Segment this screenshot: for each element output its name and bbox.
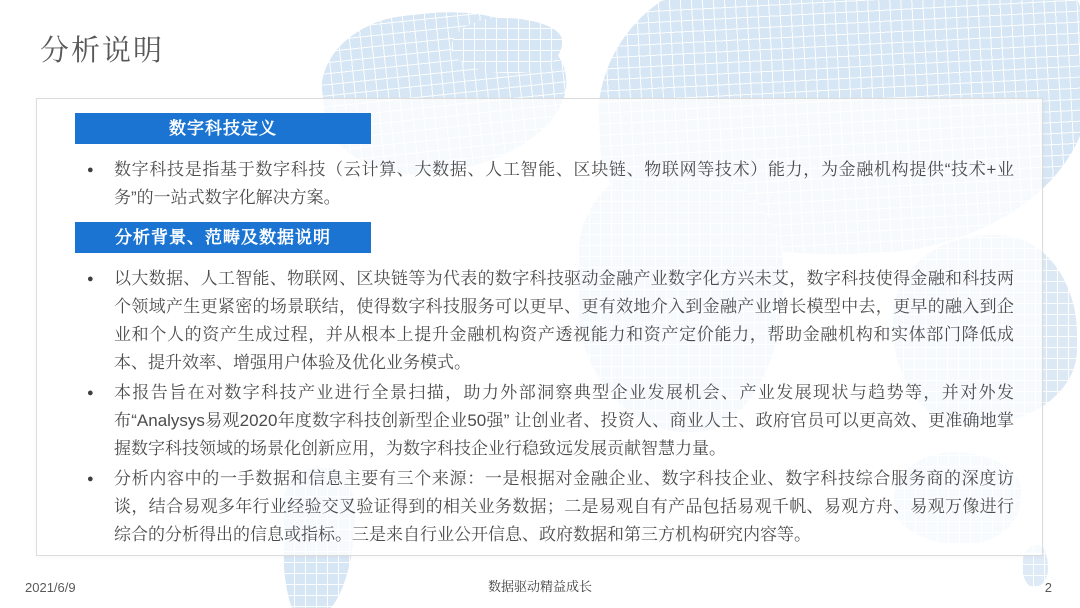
- slide-footer: [0, 568, 1080, 608]
- bullet-text: 以大数据、人工智能、物联网、区块链等为代表的数字科技驱动金融产业数字化方兴未艾，数字科技使得金融和科技两个领域产生更紧密的场景联结，使得数字科技服务可以更早、更有效地介入到金融产业增长模型中去，更早的融入到企业和个人的资产生成过程，并从根本上提升金融机构资产透视能力和资产定价能力，帮助金融机构和实体部门降低成本、提升效率、增强用户体验及优化业务模式。: [114, 269, 1014, 372]
- footer-slogan: 数据驱动精益成长: [487, 579, 592, 594]
- bullet-item-report-purpose: [85, 379, 1014, 463]
- page-title: 分析说明: [40, 35, 165, 67]
- bullet-item-definition: [85, 156, 1014, 212]
- background-bullet-list: [85, 265, 1014, 549]
- footer-date: 2021/6/9: [25, 580, 76, 595]
- bullet-text: 分析内容中的一手数据和信息主要有三个来源：一是根据对金融企业、数字科技企业、数字科技综合服务商的深度访谈，结合易观多年行业经验交叉验证得到的相关业务数据；二是易观自有产品包括易观千帆、易观方舟、易观万像进行综合的分析得出的信息或指标。三是来自行业公开信息、政府数据和第三方机构研究内容等。: [114, 469, 1014, 544]
- section-heading-definition: 数字科技定义: [75, 113, 371, 144]
- bullet-text: 数字科技是指基于数字科技（云计算、大数据、人工智能、区块链、物联网等技术）能力，为金融机构提供“技术+业务”的一站式数字化解决方案。: [114, 160, 1014, 207]
- map-shape-greenland: [452, 18, 562, 73]
- bullet-text: 本报告旨在对数字科技产业进行全景扫描，助力外部洞察典型企业发展机会、产业发展现状与趋势等，并对外发布“Analysys易观2020年度数字科技创新型企业50强” 让创业者、投资人、商业人士、政府官员可以更高效、更准确地掌握数字科技领域的场景化创新应用，为数字科技企业行稳致远发展贡献智慧力量。: [114, 383, 1014, 458]
- footer-page-number: 2: [1044, 580, 1052, 595]
- analysis-notes-card: [36, 98, 1043, 556]
- definition-bullet-list: [85, 156, 1014, 212]
- section-heading-background: 分析背景、范畴及数据说明: [75, 222, 371, 253]
- bullet-item-data-sources: [85, 465, 1014, 549]
- bullet-item-industry-trend: [85, 265, 1014, 377]
